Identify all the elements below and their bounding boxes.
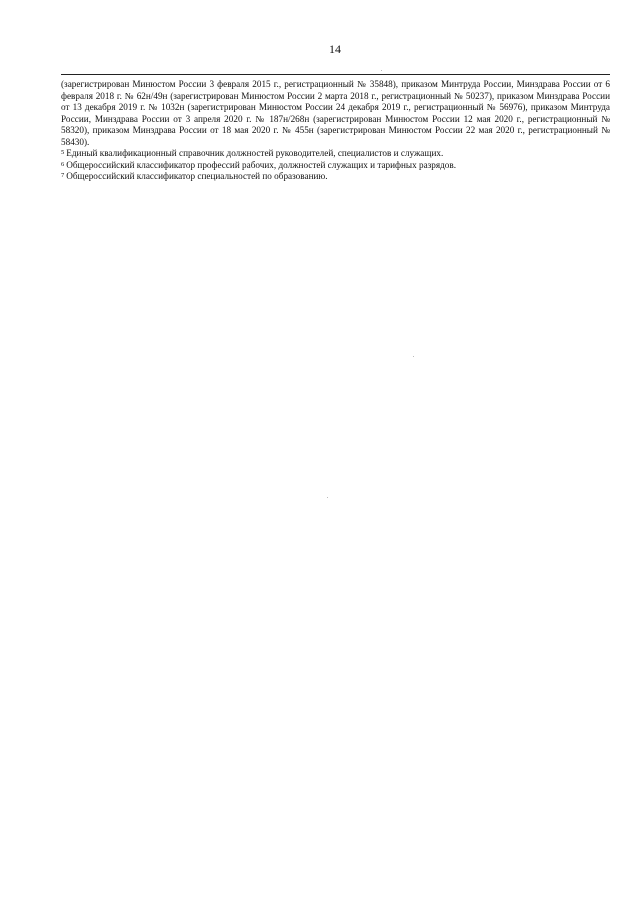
footnote-marker: 6 — [61, 160, 65, 168]
footnote-continuation: (зарегистрирован Минюстом России 3 февраля 2015 г., регистрационный № 35848), приказом Минтруда России, Минздрава России от 6 февраля 2018 г. № 62н/49н (зарегистрирован Минюстом России 2 марта 2018 г., регистрационный № 50237), приказом Минздрава России от 13 декабря 2019 г. № 1032н (зарегистрирован Минюстом России 24 декабря 2019 г., регистрационный № 56976), приказом Минтруда России, Минздрава России от 3 апреля 2020 г. № 187н/268н (зарегистрирован Минюстом России 12 мая 2020 г., регистрационный № 58320), приказом Минздрава России от 18 мая 2020 г. № 455н (зарегистрирован Минюстом России 22 мая 2020 г., регистрационный № 58430). — [61, 79, 610, 147]
footnote-separator — [61, 74, 610, 75]
footnote-marker: 5 — [61, 149, 65, 156]
page-number: 14 — [329, 42, 341, 56]
footnote-text: Общероссийский классификатор специальностей по образованию. — [66, 171, 328, 181]
footnote-marker: 7 — [61, 172, 65, 179]
footnote-6 — [61, 160, 610, 172]
footnote-text: Единый квалификационный справочник должностей руководителей, специалистов и служащих. — [66, 148, 444, 158]
footnote-7 — [61, 171, 610, 183]
scan-speck — [413, 356, 414, 357]
scan-speck — [327, 497, 328, 498]
scan-speck — [381, 70, 382, 71]
footnote-text: Общероссийский классификатор профессий рабочих, должностей служащих и тарифных разрядов. — [66, 159, 457, 170]
footnote-5 — [61, 148, 610, 160]
footnotes-section — [61, 79, 610, 183]
